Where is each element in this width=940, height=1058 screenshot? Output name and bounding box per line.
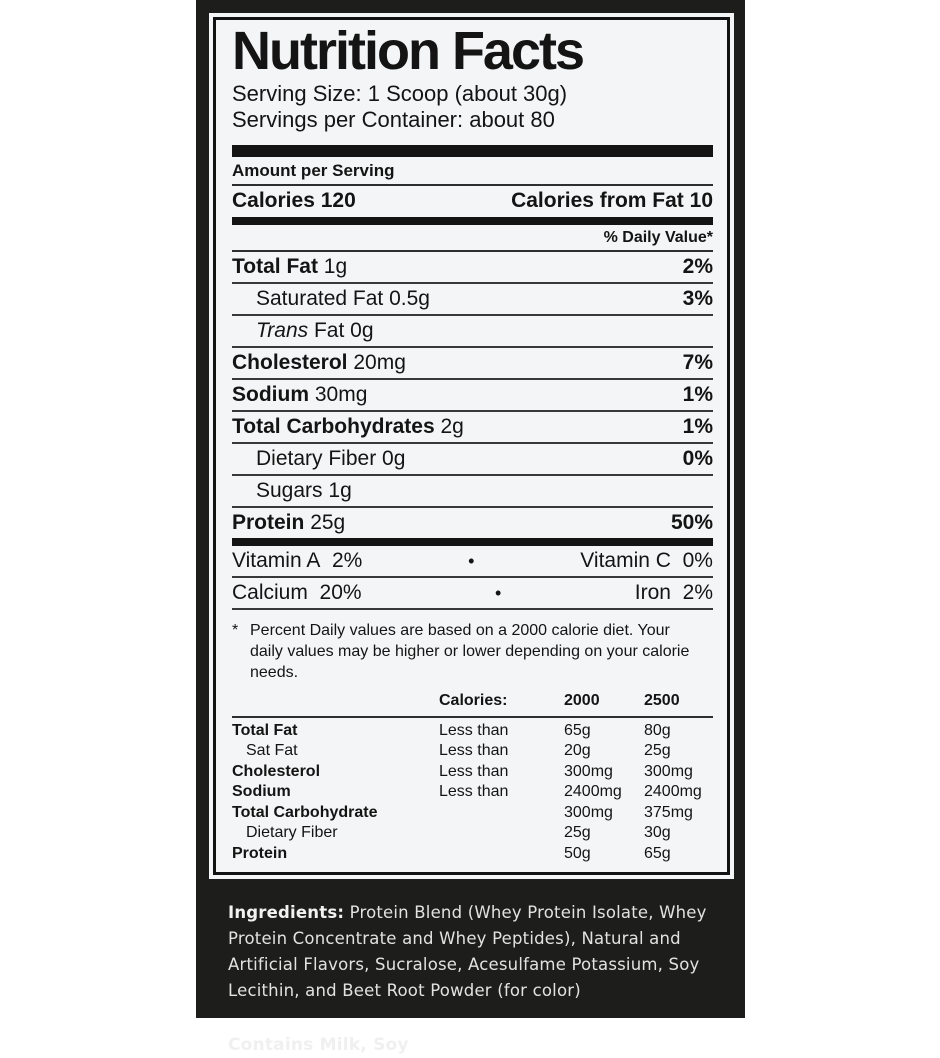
nutrition-facts-frame (213, 17, 730, 875)
nutrient-row-cholesterol: Cholesterol 20mg 7% (232, 348, 713, 380)
nutrient-row-sugars: Sugars 1g (232, 476, 713, 508)
rdi-2500-header: 2500 (644, 692, 680, 710)
amount-per-serving-header: Amount per Serving (232, 157, 713, 186)
vitamin-a-cell: Vitamin A 2% (232, 549, 363, 573)
daily-value-cell: 0% (682, 447, 713, 471)
servings-per-container-line: Servings per Container: about 80 (232, 107, 555, 133)
rdi-row-total-carbohydrate: Total Carbohydrate 300mg 375mg (232, 803, 693, 821)
nutrient-row-saturated-fat: Saturated Fat 0.5g 3% (232, 284, 713, 316)
nutrition-facts-title: Nutrition Facts (232, 21, 584, 81)
calories-row (232, 186, 713, 217)
nutrition-facts-card (209, 13, 734, 879)
rdi-row-dietary-fiber: Dietary Fiber 25g 30g (246, 824, 671, 842)
vitamin-row-a-c (232, 546, 713, 578)
daily-value-cell: 50% (670, 511, 713, 535)
rdi-row-total-fat: Total Fat Less than 65g 80g (232, 721, 671, 739)
calories-cell: Calories 120 (232, 189, 356, 213)
daily-value-cell: 3% (682, 287, 713, 311)
rdi-row-protein: Protein 50g 65g (232, 844, 671, 862)
nutrient-row-total-carbohydrates: Total Carbohydrates 2g 1% (232, 412, 713, 444)
reference-intake-table (232, 691, 713, 864)
serving-size-line: Serving Size: 1 Scoop (about 30g) (232, 81, 568, 107)
daily-value-cell: 1% (682, 415, 713, 439)
daily-value-footnote: * Percent Daily values are based on a 2000 calorie diet. Your daily values may be higher or lower depending on your calorie needs. (232, 622, 690, 682)
ingredients-section (196, 879, 745, 1058)
vitamin-c-cell: Vitamin C 0% (580, 549, 713, 573)
nutrient-row-dietary-fiber: Dietary Fiber 0g 0% (232, 444, 713, 476)
vitamin-row-calcium-iron (232, 578, 713, 610)
rdi-row-sat-fat: Sat Fat Less than 20g 25g (246, 742, 671, 760)
rdi-2000-header: 2000 (564, 692, 600, 710)
thick-divider-bar (232, 145, 713, 157)
bullet-separator: • (468, 551, 475, 572)
rdi-row-cholesterol: Cholesterol Less than 300mg 300mg (232, 762, 693, 780)
daily-value-cell: 7% (682, 351, 713, 375)
nutrient-row-trans-fat: Trans Fat 0g (232, 316, 713, 348)
ingredients-text: Protein Blend (Whey Protein Isolate, Whey Protein Concentrate and Whey Peptides), Natural and Artificial Flavors, Sucralose, Acesulfame Potassium, Soy Lecithin, and Beet Root Powder (for color) (228, 903, 707, 1001)
daily-value-header: % Daily Value* (232, 225, 713, 252)
rdi-row-sodium: Sodium Less than 2400mg 2400mg (232, 783, 702, 801)
ingredients-label: Ingredients: (228, 903, 345, 923)
rdi-header-row (232, 691, 713, 718)
ingredients-paragraph (228, 900, 711, 1004)
allergen-statement: Contains Milk, Soy (228, 1035, 409, 1056)
daily-value-cell: 2% (682, 255, 713, 279)
daily-value-cell: 1% (682, 383, 713, 407)
thick-divider-bar (232, 217, 713, 225)
nutrient-row-sodium: Sodium 30mg 1% (232, 380, 713, 412)
nutrient-row-protein: Protein 25g 50% (232, 511, 713, 535)
black-background-panel (196, 0, 745, 1056)
calories-from-fat-cell: Calories from Fat 10 (511, 189, 713, 213)
iron-cell: Iron 2% (634, 581, 713, 605)
thick-divider-bar (232, 538, 713, 546)
rdi-calories-header: Calories: (439, 692, 508, 710)
bullet-separator: • (495, 583, 502, 604)
calcium-cell: Calcium 20% (232, 581, 362, 605)
nutrient-row-total-fat: Total Fat 1g 2% (232, 252, 713, 284)
